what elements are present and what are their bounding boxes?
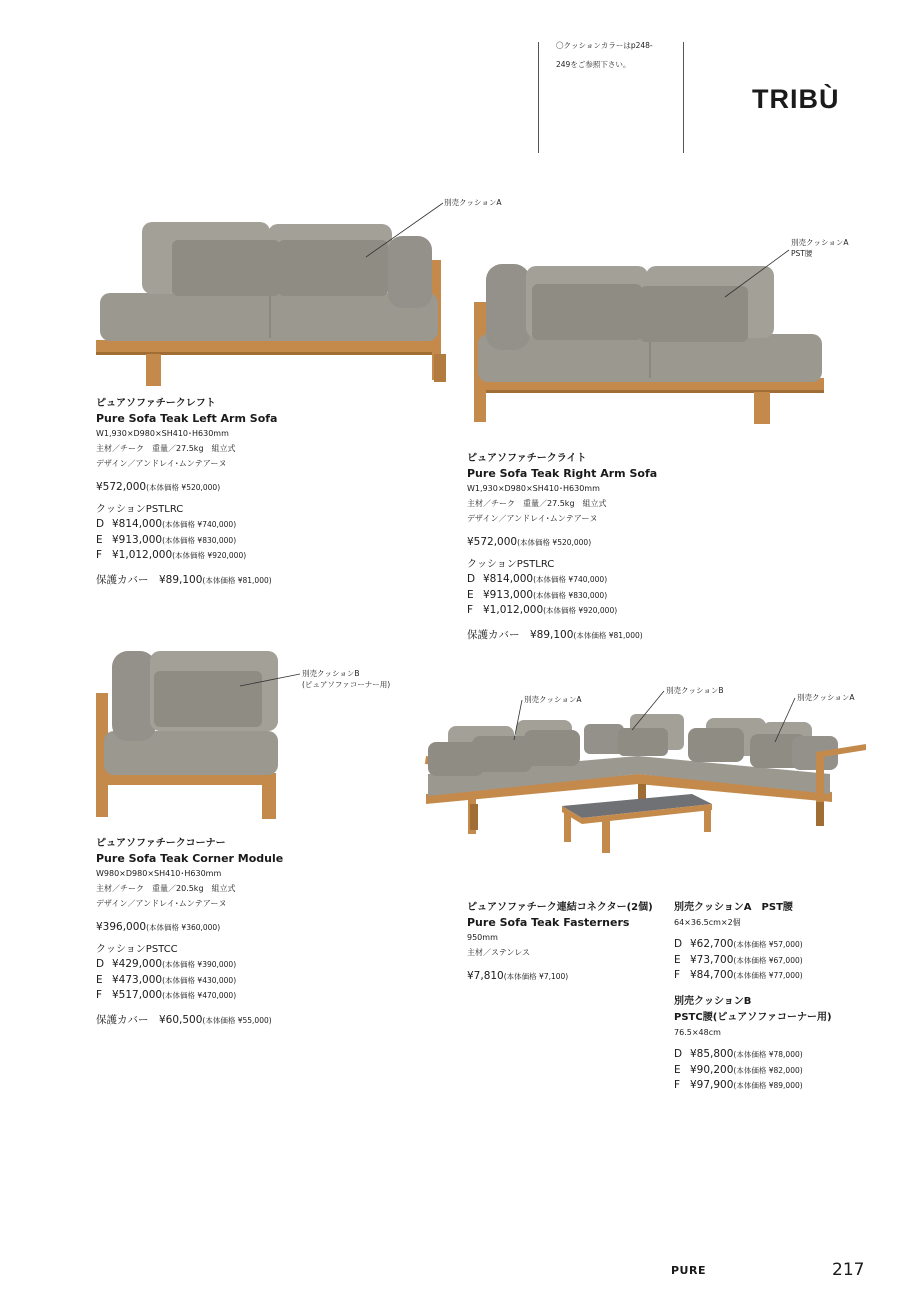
product-en-name: Pure Sofa Teak Right Arm Sofa — [467, 467, 658, 480]
product-size: 76.5×48cm — [674, 1028, 721, 1037]
price-row: D ¥814,000(本体価格 ¥740,000) — [467, 573, 608, 585]
callout-left-arm: 別売クッションA — [444, 198, 502, 207]
product-jp-name: ピュアソファチークコーナー — [96, 838, 226, 849]
product-cushion-b — [674, 995, 874, 1094]
product-en-name: Pure Sofa Teak Left Arm Sofa — [96, 412, 278, 425]
product-size: W1,930×D980×SH410･H630mm — [467, 484, 600, 493]
product-material: 主材／チーク 重量／27.5kg 組立式 — [467, 499, 607, 508]
price-row: F ¥97,900(本体価格 ¥89,000) — [674, 1079, 803, 1092]
product-jp-name: 別売クッションB — [674, 996, 752, 1007]
callout-set-a1: 別売クッションA — [524, 695, 582, 704]
callout-set-b: 別売クッションB — [666, 686, 724, 695]
price-row: F ¥517,000(本体価格 ¥470,000) — [96, 989, 237, 1002]
product-material: 主材／ステンレス — [467, 948, 530, 957]
cover-price: 保護カバー ¥60,500(本体価格 ¥55,000) — [96, 1014, 272, 1027]
product-jp-name: 別売クッションA PST腰 — [674, 902, 793, 913]
product-price: ¥572,000(本体価格 ¥520,000) — [96, 481, 221, 493]
callout-right-arm-line2: PST腰 — [791, 249, 813, 258]
product-size: 950mm — [467, 933, 498, 942]
callout-corner-line2: (ピュアソファコーナー用) — [302, 680, 391, 689]
callout-right-arm-line1: 別売クッションA — [791, 238, 849, 247]
note-line-2: 249をご参照下さい。 — [556, 60, 631, 69]
product-material: 主材／チーク 重量／20.5kg 組立式 — [96, 884, 236, 893]
product-jp-name: ピュアソファチークレフト — [96, 398, 216, 409]
cushion-label: クッションPSTLRC — [467, 559, 555, 570]
product-en-name: Pure Sofa Teak Corner Module — [96, 852, 284, 865]
price-row: D ¥429,000(本体価格 ¥390,000) — [96, 958, 237, 970]
price-row: D ¥62,700(本体価格 ¥57,000) — [674, 938, 803, 950]
price-row: F ¥84,700(本体価格 ¥77,000) — [674, 969, 803, 982]
product-size: W980×D980×SH410･H630mm — [96, 869, 222, 878]
product-en-name: Pure Sofa Teak Fasterners — [467, 916, 630, 929]
cushion-label: クッションPSTLRC — [96, 504, 184, 515]
price-row: E ¥73,700(本体価格 ¥67,000) — [674, 953, 803, 966]
product-design: デザイン／アンドレイ･ムンテアーヌ — [467, 514, 598, 523]
price-row: D ¥85,800(本体価格 ¥78,000) — [674, 1048, 803, 1060]
product-material: 主材／チーク 重量／27.5kg 組立式 — [96, 444, 236, 453]
product-size: W1,930×D980×SH410･H630mm — [96, 429, 229, 438]
price-row: D ¥814,000(本体価格 ¥740,000) — [96, 518, 237, 530]
product-right-arm — [467, 452, 727, 643]
footer-brand: PURE — [671, 1264, 706, 1277]
product-design: デザイン／アンドレイ･ムンテアーヌ — [96, 459, 227, 468]
cushion-label: クッションPSTCC — [96, 944, 178, 955]
product-price: ¥572,000(本体価格 ¥520,000) — [467, 536, 592, 548]
product-jp-name-2: PSTC腰(ピュアソファコーナー用) — [674, 1012, 832, 1023]
product-price: ¥7,810(本体価格 ¥7,100) — [467, 970, 569, 982]
price-row: E ¥90,200(本体価格 ¥82,000) — [674, 1063, 803, 1076]
callout-set-a2: 別売クッションA — [797, 693, 855, 702]
page-number: 217 — [832, 1260, 865, 1280]
price-row: F ¥1,012,000(本体価格 ¥920,000) — [96, 549, 247, 562]
price-row: E ¥913,000(本体価格 ¥830,000) — [467, 588, 608, 601]
callout-corner-line1: 別売クッションB — [302, 669, 360, 678]
product-corner — [96, 837, 356, 1028]
product-jp-name: ピュアソファチーク連結コネクター(2個) — [467, 902, 653, 913]
price-row: E ¥913,000(本体価格 ¥830,000) — [96, 533, 237, 546]
cover-price: 保護カバー ¥89,100(本体価格 ¥81,000) — [96, 574, 272, 587]
product-left-arm — [96, 397, 356, 588]
product-design: デザイン／アンドレイ･ムンテアーヌ — [96, 899, 227, 908]
product-price: ¥396,000(本体価格 ¥360,000) — [96, 921, 221, 933]
cover-price: 保護カバー ¥89,100(本体価格 ¥81,000) — [467, 629, 643, 642]
price-row: F ¥1,012,000(本体価格 ¥920,000) — [467, 604, 618, 617]
brand-title: TRIBÙ — [752, 84, 840, 114]
price-row: E ¥473,000(本体価格 ¥430,000) — [96, 973, 237, 986]
product-jp-name: ピュアソファチークライト — [467, 453, 587, 464]
note-line-1: 〇クッションカラーはp248- — [556, 41, 653, 50]
product-size: 64×36.5cm×2個 — [674, 918, 741, 927]
product-fasteners — [467, 901, 667, 984]
product-cushion-a — [674, 901, 874, 984]
